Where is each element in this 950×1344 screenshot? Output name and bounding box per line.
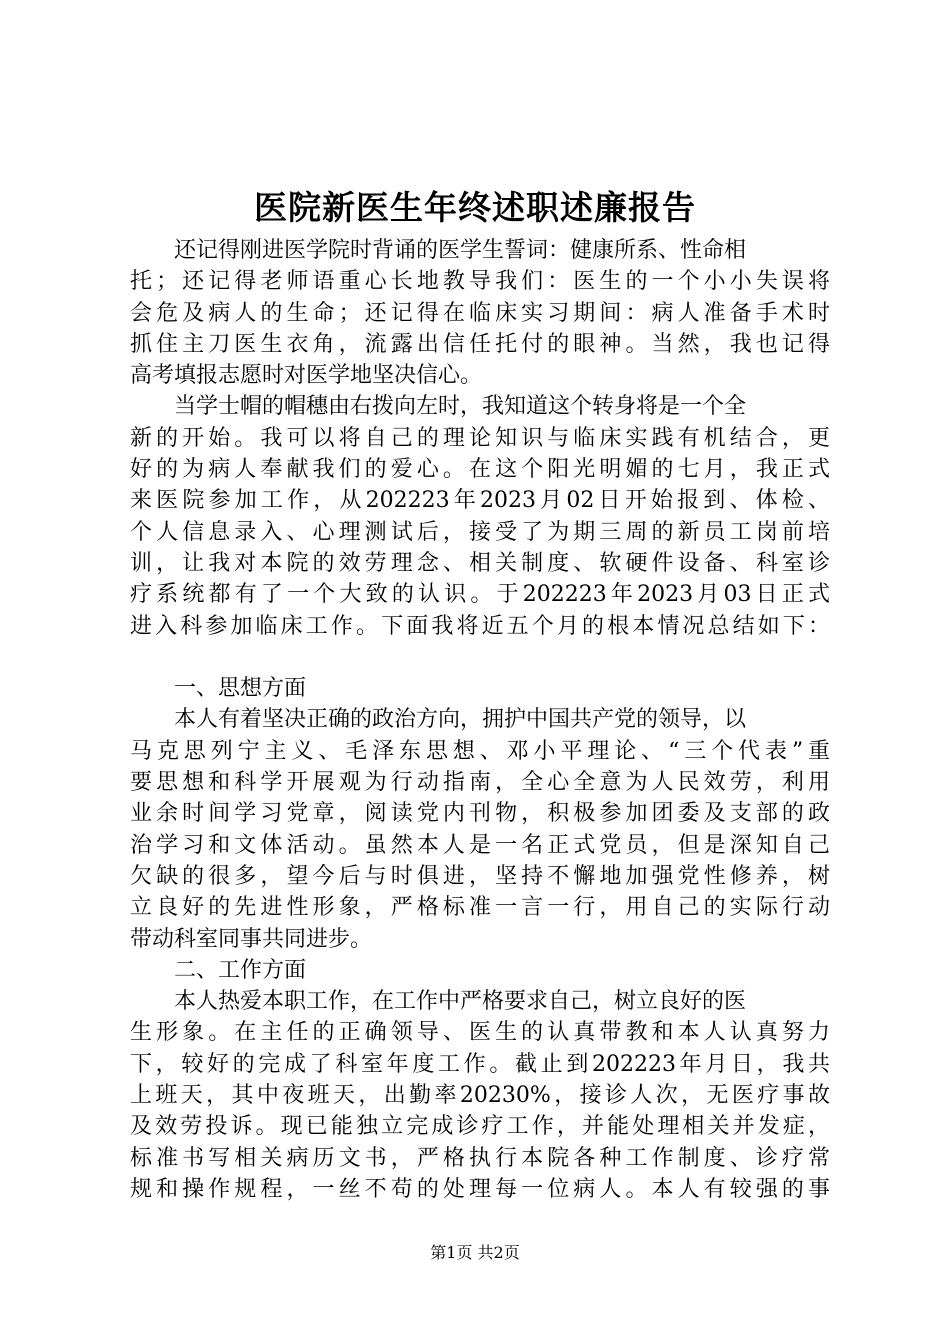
paragraph-line: 新的开始。我可以将自己的理论知识与临床实践有机结合，更 — [130, 425, 830, 451]
paragraph-line: 本人热爱本职工作，在工作中严格要求自己，树立良好的医 — [174, 989, 747, 1015]
paragraph-line: 还记得刚进医学院时背诵的医学生誓词：健康所系、性命相 — [174, 238, 747, 263]
paragraph-line: 欠缺的很多，望今后与时俱进，坚持不懈地加强党性修养，树 — [130, 863, 830, 889]
document-body — [130, 235, 830, 1205]
paragraph-line: 立良好的先进性形象，严格标准一言一行，用自己的实际行动 — [130, 895, 830, 921]
paragraph-line: 疗系统都有了一个大致的认识。于202223年2023月03日正式 — [130, 582, 830, 608]
paragraph-line: 当学士帽的帽穗由右拨向左时，我知道这个转身将是一个全 — [174, 394, 747, 420]
paragraph-line: 个人信息录入、心理测试后，接受了为期三周的新员工岗前培 — [130, 519, 830, 545]
paragraph-line: 业余时间学习党章，阅读党内刊物，积极参加团委及支部的政 — [130, 801, 830, 827]
paragraph-line: 生形象。在主任的正确领导、医生的认真带教和本人认真努力 — [130, 1020, 830, 1046]
paragraph-line: 治学习和文体活动。虽然本人是一名正式党员，但是深知自己 — [130, 832, 830, 858]
paragraph-line: 进入科参加临床工作。下面我将近五个月的根本情况总结如下： — [130, 613, 830, 639]
paragraph-line: 要思想和科学开展观为行动指南，全心全意为人民效劳，利用 — [130, 770, 830, 796]
paragraph-line: 训，让我对本院的效劳理念、相关制度、软硬件设备、科室诊 — [130, 550, 830, 576]
paragraph-line: 会危及病人的生命；还记得在临床实习期间：病人准备手术时 — [130, 300, 830, 326]
section-heading: 一、思想方面 — [174, 676, 307, 702]
paragraph-line: 标准书写相关病历文书，严格执行本院各种工作制度、诊疗常 — [130, 1145, 830, 1171]
document-title: 医院新医生年终述职述廉报告 — [254, 188, 696, 227]
paragraph-line: 上班天，其中夜班天，出勤率20230%，接诊人次，无医疗事故 — [130, 1083, 830, 1109]
paragraph-line: 本人有着坚决正确的政治方向，拥护中国共产党的领导，以 — [174, 707, 747, 733]
paragraph-line: 来医院参加工作，从202223年2023月02日开始报到、体检、 — [130, 488, 830, 514]
page-footer: 第1页 共2页 — [430, 1243, 520, 1262]
section-heading: 二、工作方面 — [174, 957, 307, 983]
paragraph-line: 下，较好的完成了科室年度工作。截止到202223年月日，我共 — [130, 1051, 830, 1077]
paragraph-line: 带动科室同事共同进步。 — [130, 926, 373, 952]
paragraph-line: 抓住主刀医生衣角，流露出信任托付的眼神。当然，我也记得 — [130, 331, 830, 357]
paragraph-line: 好的为病人奉献我们的爱心。在这个阳光明媚的七月，我正式 — [130, 457, 830, 483]
paragraph-line: 及效劳投诉。现已能独立完成诊疗工作，并能处理相关并发症， — [130, 1114, 830, 1140]
paragraph-line: 托；还记得老师语重心长地教导我们：医生的一个小小失误将 — [130, 269, 830, 295]
paragraph-line: 规和操作规程，一丝不苟的处理每一位病人。本人有较强的事 — [130, 1176, 830, 1202]
paragraph-line: 马克思列宁主义、毛泽东思想、邓小平理论、“三个代表”重 — [130, 738, 830, 764]
paragraph-line: 高考填报志愿时对医学地坚决信心。 — [130, 363, 483, 389]
blank-line — [130, 642, 830, 673]
